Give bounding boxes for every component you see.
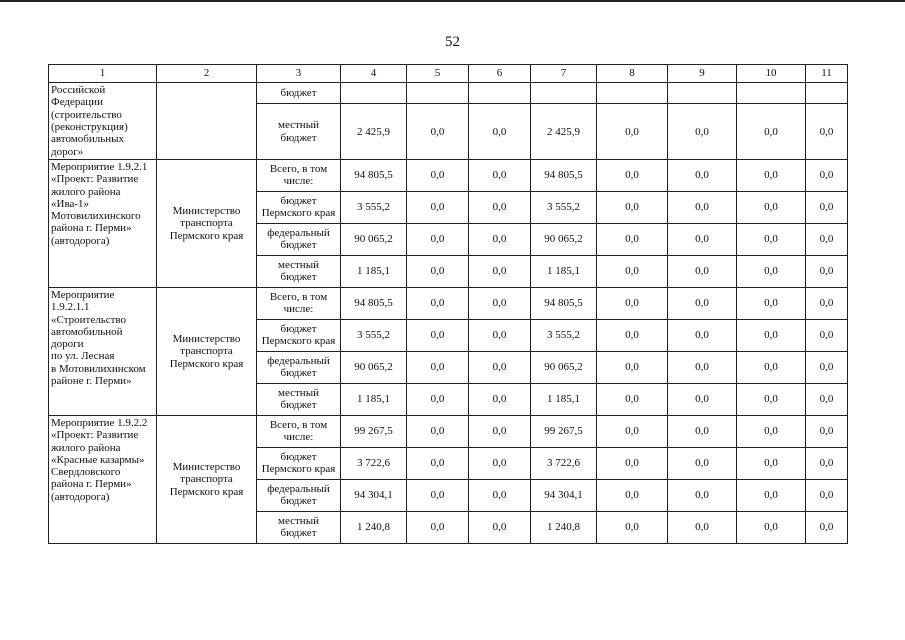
amount-cell: 0,0: [469, 159, 531, 191]
amount-cell: 2 425,9: [531, 104, 597, 159]
amount-cell: [597, 83, 668, 104]
amount-cell: 0,0: [469, 255, 531, 287]
funding-source: бюджет Пермского края: [257, 191, 341, 223]
funding-source: федеральный бюджет: [257, 223, 341, 255]
amount-cell: 3 722,6: [531, 447, 597, 479]
column-header: 7: [531, 65, 597, 83]
funding-source: федеральный бюджет: [257, 479, 341, 511]
column-header: 9: [668, 65, 737, 83]
amount-cell: 90 065,2: [531, 223, 597, 255]
amount-cell: [469, 83, 531, 104]
amount-cell: 0,0: [737, 191, 806, 223]
amount-cell: 94 805,5: [341, 287, 407, 319]
column-header: 2: [157, 65, 257, 83]
amount-cell: 0,0: [737, 287, 806, 319]
amount-cell: 0,0: [806, 511, 848, 543]
amount-cell: 1 185,1: [531, 383, 597, 415]
table-row: [49, 287, 848, 319]
amount-cell: 0,0: [407, 383, 469, 415]
column-header: 8: [597, 65, 668, 83]
amount-cell: 99 267,5: [531, 415, 597, 447]
amount-cell: 0,0: [597, 319, 668, 351]
amount-cell: 0,0: [806, 479, 848, 511]
amount-cell: 94 805,5: [531, 159, 597, 191]
funding-source: местный бюджет: [257, 511, 341, 543]
amount-cell: 0,0: [737, 351, 806, 383]
amount-cell: 94 304,1: [531, 479, 597, 511]
amount-cell: 0,0: [597, 383, 668, 415]
activity-name: Мероприятие 1.9.2.2 «Проект: Развитие жилого района «Красные казармы» Свердловского района г. Перми» (автодорога): [49, 415, 157, 543]
header-row: [49, 65, 848, 83]
responsible-executor: Министерство транспорта Пермского края: [157, 415, 257, 543]
amount-cell: 0,0: [806, 223, 848, 255]
amount-cell: 0,0: [668, 255, 737, 287]
amount-cell: 0,0: [737, 383, 806, 415]
amount-cell: 0,0: [737, 479, 806, 511]
funding-source: федеральный бюджет: [257, 351, 341, 383]
amount-cell: 0,0: [806, 255, 848, 287]
amount-cell: 0,0: [469, 191, 531, 223]
activity-name: Российской Федерации (строительство (реконструкция) автомобильных дорог»: [49, 83, 157, 160]
amount-cell: 0,0: [737, 159, 806, 191]
amount-cell: 0,0: [737, 255, 806, 287]
funding-source: Всего, в том числе:: [257, 415, 341, 447]
column-header: 6: [469, 65, 531, 83]
amount-cell: 0,0: [469, 479, 531, 511]
amount-cell: 0,0: [597, 104, 668, 159]
amount-cell: 0,0: [407, 447, 469, 479]
responsible-executor: Министерство транспорта Пермского края: [157, 159, 257, 287]
amount-cell: 0,0: [668, 319, 737, 351]
amount-cell: 0,0: [407, 287, 469, 319]
amount-cell: [341, 83, 407, 104]
amount-cell: 0,0: [806, 351, 848, 383]
amount-cell: 3 555,2: [341, 319, 407, 351]
amount-cell: 2 425,9: [341, 104, 407, 159]
amount-cell: 1 185,1: [341, 255, 407, 287]
amount-cell: 0,0: [668, 447, 737, 479]
amount-cell: 90 065,2: [341, 351, 407, 383]
amount-cell: [737, 83, 806, 104]
amount-cell: 0,0: [597, 191, 668, 223]
amount-cell: 0,0: [407, 255, 469, 287]
amount-cell: 0,0: [806, 159, 848, 191]
amount-cell: 0,0: [668, 511, 737, 543]
amount-cell: 0,0: [469, 383, 531, 415]
amount-cell: 0,0: [597, 447, 668, 479]
amount-cell: 0,0: [668, 104, 737, 159]
table-row: [49, 83, 848, 104]
amount-cell: 0,0: [597, 287, 668, 319]
amount-cell: 0,0: [597, 479, 668, 511]
amount-cell: 0,0: [407, 191, 469, 223]
amount-cell: 0,0: [668, 479, 737, 511]
funding-source: Всего, в том числе:: [257, 159, 341, 191]
amount-cell: 0,0: [668, 191, 737, 223]
amount-cell: [668, 83, 737, 104]
column-header: 10: [737, 65, 806, 83]
responsible-executor: Министерство транспорта Пермского края: [157, 287, 257, 415]
funding-source: Всего, в том числе:: [257, 287, 341, 319]
amount-cell: 0,0: [407, 223, 469, 255]
amount-cell: 0,0: [806, 287, 848, 319]
amount-cell: 0,0: [806, 104, 848, 159]
amount-cell: 0,0: [737, 447, 806, 479]
funding-source: местный бюджет: [257, 383, 341, 415]
funding-source: местный бюджет: [257, 255, 341, 287]
column-header: 3: [257, 65, 341, 83]
amount-cell: 0,0: [668, 415, 737, 447]
amount-cell: 3 555,2: [341, 191, 407, 223]
amount-cell: 0,0: [597, 351, 668, 383]
amount-cell: 0,0: [469, 104, 531, 159]
amount-cell: 3 555,2: [531, 319, 597, 351]
amount-cell: 3 722,6: [341, 447, 407, 479]
amount-cell: 0,0: [407, 415, 469, 447]
amount-cell: 0,0: [407, 351, 469, 383]
amount-cell: 0,0: [597, 415, 668, 447]
funding-source: местный бюджет: [257, 104, 341, 159]
amount-cell: 94 805,5: [341, 159, 407, 191]
amount-cell: 0,0: [737, 415, 806, 447]
amount-cell: 90 065,2: [341, 223, 407, 255]
amount-cell: 0,0: [469, 287, 531, 319]
amount-cell: 0,0: [806, 319, 848, 351]
amount-cell: 1 240,8: [341, 511, 407, 543]
amount-cell: 0,0: [407, 479, 469, 511]
amount-cell: 0,0: [469, 447, 531, 479]
amount-cell: [806, 83, 848, 104]
amount-cell: 0,0: [737, 319, 806, 351]
amount-cell: 0,0: [469, 351, 531, 383]
amount-cell: 1 185,1: [531, 255, 597, 287]
amount-cell: 94 805,5: [531, 287, 597, 319]
amount-cell: 0,0: [806, 415, 848, 447]
amount-cell: 0,0: [469, 223, 531, 255]
amount-cell: 0,0: [668, 159, 737, 191]
amount-cell: 90 065,2: [531, 351, 597, 383]
amount-cell: 3 555,2: [531, 191, 597, 223]
amount-cell: 0,0: [668, 351, 737, 383]
amount-cell: 0,0: [407, 319, 469, 351]
column-header: 1: [49, 65, 157, 83]
amount-cell: 94 304,1: [341, 479, 407, 511]
budget-table: [48, 64, 848, 544]
amount-cell: [407, 83, 469, 104]
amount-cell: 99 267,5: [341, 415, 407, 447]
amount-cell: 0,0: [469, 319, 531, 351]
amount-cell: 0,0: [597, 223, 668, 255]
amount-cell: 0,0: [597, 159, 668, 191]
amount-cell: 1 185,1: [341, 383, 407, 415]
amount-cell: 0,0: [469, 511, 531, 543]
column-header: 4: [341, 65, 407, 83]
funding-source: бюджет Пермского края: [257, 319, 341, 351]
amount-cell: 0,0: [737, 511, 806, 543]
activity-name: Мероприятие 1.9.2.1.1 «Строительство автомобильной дороги по ул. Лесная в Мотовилихинском районе г. Перми»: [49, 287, 157, 415]
amount-cell: 0,0: [407, 159, 469, 191]
amount-cell: 0,0: [806, 191, 848, 223]
activity-name: Мероприятие 1.9.2.1 «Проект: Развитие жилого района «Ива-1» Мотовилихинского района г. Перми» (автодорога): [49, 159, 157, 287]
column-header: 5: [407, 65, 469, 83]
amount-cell: 0,0: [407, 104, 469, 159]
amount-cell: 0,0: [668, 383, 737, 415]
amount-cell: 0,0: [806, 447, 848, 479]
top-rule: [0, 0, 905, 2]
amount-cell: 0,0: [806, 383, 848, 415]
funding-source: бюджет: [257, 83, 341, 104]
funding-source: бюджет Пермского края: [257, 447, 341, 479]
amount-cell: 0,0: [597, 511, 668, 543]
table-row: [49, 415, 848, 447]
amount-cell: 0,0: [737, 104, 806, 159]
amount-cell: 0,0: [737, 223, 806, 255]
amount-cell: 0,0: [597, 255, 668, 287]
amount-cell: 1 240,8: [531, 511, 597, 543]
amount-cell: 0,0: [469, 415, 531, 447]
page-number: 52: [445, 34, 460, 50]
amount-cell: [531, 83, 597, 104]
amount-cell: 0,0: [668, 287, 737, 319]
amount-cell: 0,0: [407, 511, 469, 543]
column-header: 11: [806, 65, 848, 83]
responsible-executor: [157, 83, 257, 160]
table-row: [49, 159, 848, 191]
amount-cell: 0,0: [668, 223, 737, 255]
